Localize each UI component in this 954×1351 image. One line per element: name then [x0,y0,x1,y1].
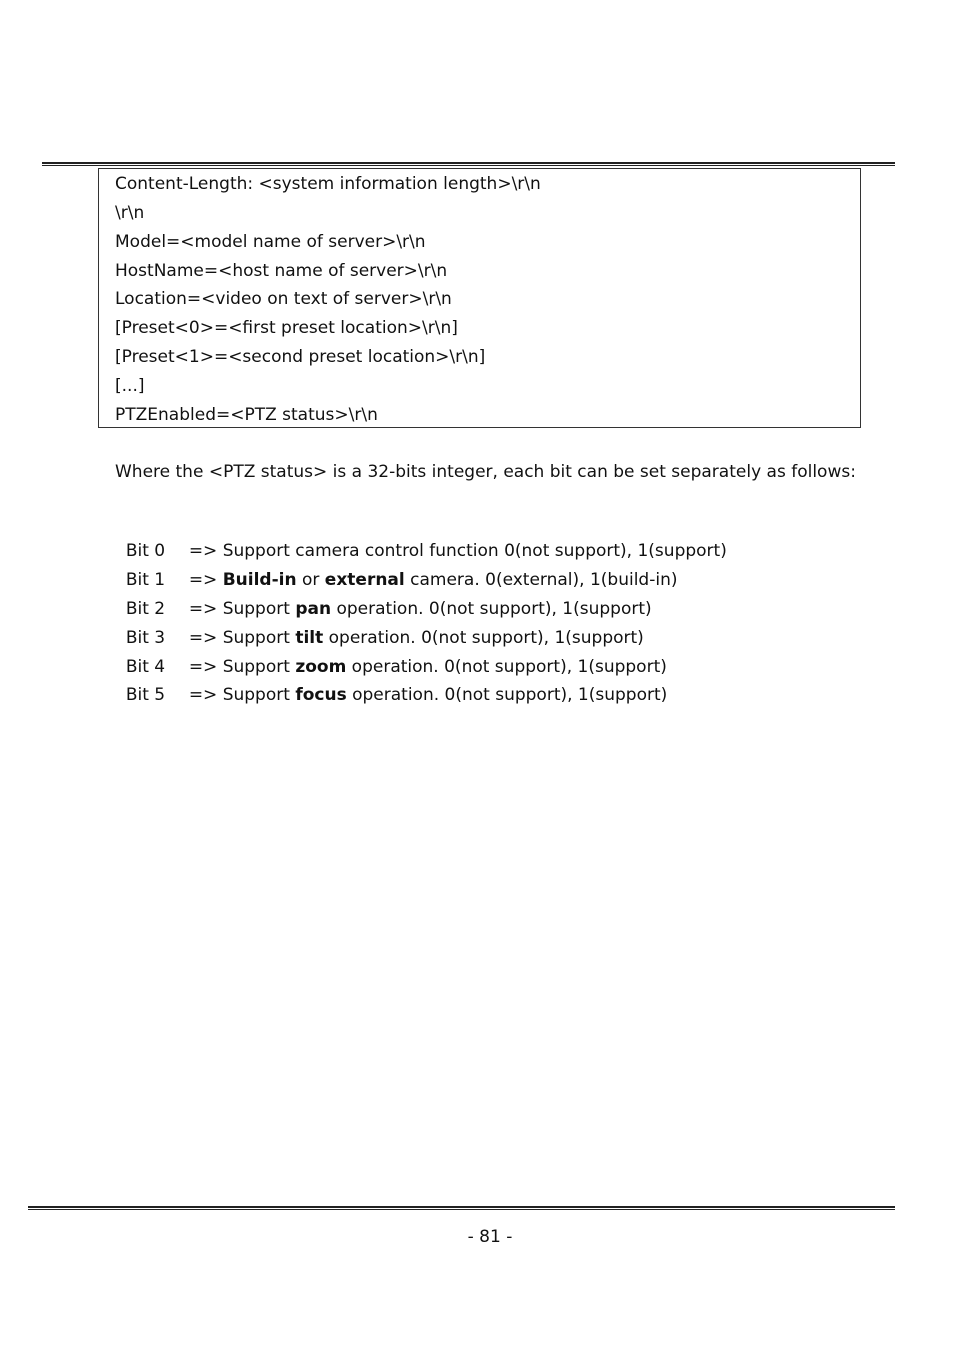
bit-desc-mid: or [296,570,325,590]
code-line: [Preset<1>=<second preset location>\r\n] [115,347,486,367]
header-rule [42,162,895,164]
bit-desc-bold: external [324,570,405,590]
bit-desc-post: operation. 0(not support), 1(support) [346,657,667,677]
code-line: HostName=<host name of server>\r\n [115,261,448,281]
code-line: Content-Length: <system information length>\r\n [115,174,541,194]
bit-desc-pre: => Support [188,599,296,619]
code-block [98,168,861,428]
bit-desc-post: operation. 0(not support), 1(support) [331,599,652,619]
bit-label: Bit 5 [125,685,166,705]
bit-label: Bit 1 [125,570,166,590]
code-line: \r\n [115,203,145,223]
bit-label: Bit 2 [125,599,166,619]
bit-desc-pre: => Support [188,657,296,677]
bit-desc-post: operation. 0(not support), 1(support) [323,628,644,648]
code-line: Location=<video on text of server>\r\n [115,289,452,309]
bit-desc-bold: focus [295,685,347,705]
bit-desc-pre: => Support [188,628,296,648]
bit-desc-pre: => Support [188,685,296,705]
code-line: [Preset<0>=<first preset location>\r\n] [115,318,458,338]
bit-desc-bold: Build-in [222,570,297,590]
bit-row-5 [115,665,667,705]
bit-label: Bit 0 [125,541,166,561]
code-line: PTZEnabled=<PTZ status>\r\n [115,405,378,425]
bit-label: Bit 4 [125,657,166,677]
bit-desc-bold: tilt [295,628,324,648]
page-number: - 81 - [467,1227,513,1247]
footer-rule [28,1206,895,1208]
bit-desc: => Support camera control function 0(not support), 1(support) [188,541,727,561]
bit-label: Bit 3 [125,628,166,648]
ptz-status-description: Where the <PTZ status> is a 32-bits integer, each bit can be set separately as follows: [115,462,856,482]
bit-desc-pre: => [188,570,223,590]
bit-desc-bold: pan [295,599,332,619]
code-line: Model=<model name of server>\r\n [115,232,426,252]
bit-desc-bold: zoom [295,657,347,677]
code-line: [...] [115,376,145,396]
bit-desc-post: operation. 0(not support), 1(support) [346,685,668,705]
bit-desc-post: camera. 0(external), 1(build-in) [404,570,678,590]
